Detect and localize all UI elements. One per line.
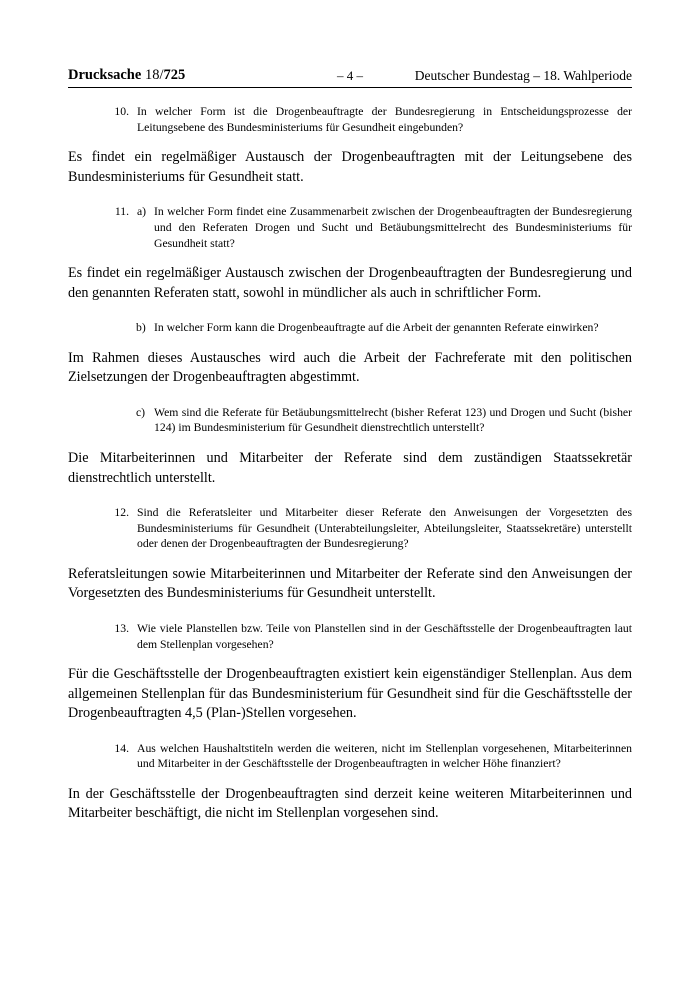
question-item [68, 204, 632, 251]
answer-paragraph: Im Rahmen dieses Austausches wird auch die Arbeit der Fachreferate mit den politischen Zielsetzungen der Drogenbeauftragten abgestimmt. [68, 349, 632, 386]
question-number: 12. [114, 506, 129, 519]
header-page-marker: – 4 – [337, 68, 363, 83]
header-doc-label: Drucksache [68, 67, 142, 83]
answer-paragraph: Die Mitarbeiterinnen und Mitarbeiter der Referate sind dem zuständigen Staatssekretär dienstrechtlich unterstellt. [68, 450, 632, 486]
document-body [68, 104, 632, 841]
question-number: 11. [114, 205, 129, 219]
question-text: Aus welchen Haushaltstiteln werden die weiteren, nicht im Stellenplan vorgesehenen, Mitarbeiterinnen und Mitarbeiter in der Geschäftsstelle der Drogenbeauftragten in welcher Höhe finanziert? [137, 741, 632, 771]
question-sublabel: b) [136, 321, 146, 335]
question-item [68, 104, 632, 135]
question-text: Wem sind die Referate für Betäubungsmittelrecht (bisher Referat 123) und Drogen und Sucht (bisher 124) im Bundesministerium für Gesundheit dienstrechtlich unterstellt? [154, 405, 632, 435]
question-number: 10. [114, 105, 129, 118]
sub-question-item [68, 320, 632, 336]
question-text: In welcher Form findet eine Zusammenarbeit zwischen der Drogenbeauftragten der Bundesregierung und den Referaten Drogen und Sucht und Betäubungsmittelrecht des Bundesministeriums für Gesundheit statt? [154, 205, 632, 250]
header-doc-number: 725 [163, 67, 186, 83]
question-sublabel: a) [137, 205, 147, 219]
answer-paragraph: Referatsleitungen sowie Mitarbeiterinnen und Mitarbeiter der Referate sind den Anweisungen der Vorgesetzten des Bundesministeriums für Gesundheit unterstellt. [68, 566, 632, 602]
page-header [68, 62, 632, 88]
question-text: Sind die Referatsleiter und Mitarbeiter dieser Referate den Anweisungen der Vorgesetzten des Bundesministeriums für Gesundheit (Unterabteilungsleiter, Abteilungsleiter, Staatssekretäre) unterstellt oder denen der Drogenbeauftragten der Bundesregierung? [137, 506, 632, 551]
question-item [68, 505, 632, 552]
answer-paragraph: Für die Geschäftsstelle der Drogenbeauftragten existiert kein eigenständiger Stellenplan. Aus dem allgemeinen Stellenplan für das Bundesministerium für Gesundheit sind für die Geschäftsstelle der Drogenbeauftragten 4,5 (Plan-)Stellen vorgesehen. [68, 666, 632, 722]
header-parliament-info: Deutscher Bundestag – 18. Wahlperiode [414, 68, 632, 83]
question-text: In welcher Form ist die Drogenbeauftragte der Bundesregierung in Entscheidungsprozesse der Leitungsebene des Bundesministeriums für Gesundheit eingebunden? [137, 105, 632, 134]
answer-paragraph: In der Geschäftsstelle der Drogenbeauftragten sind derzeit keine weiteren Mitarbeiterinnen und Mitarbeiter beschäftigt, die nicht im Stellenplan vorgesehen sind. [68, 785, 632, 822]
sub-question-item [68, 405, 632, 436]
question-item [68, 741, 632, 772]
question-text: Wie viele Planstellen bzw. Teile von Planstellen sind in der Geschäftsstelle der Drogenbeauftragten laut dem Stellenplan vorgesehen? [137, 621, 632, 651]
answer-paragraph: Es findet ein regelmäßiger Austausch der Drogenbeauftragten mit der Leitungsebene des Bundesministeriums für Gesundheit statt. [68, 149, 632, 185]
question-number: 13. [114, 621, 129, 635]
header-document-reference [68, 67, 185, 84]
question-item [68, 621, 632, 652]
header-doc-number-prefix: 18/ [144, 67, 164, 83]
answer-paragraph: Es findet ein regelmäßiger Austausch zwischen der Drogenbeauftragten der Bundesregierung und den genannten Referaten statt, sowohl in mündlicher als auch in schriftlicher Form. [68, 265, 632, 301]
question-number: 14. [114, 741, 129, 755]
question-sublabel: c) [136, 405, 146, 419]
question-text: In welcher Form kann die Drogenbeauftragte auf die Arbeit der genannten Referate einwirken? [154, 321, 599, 335]
